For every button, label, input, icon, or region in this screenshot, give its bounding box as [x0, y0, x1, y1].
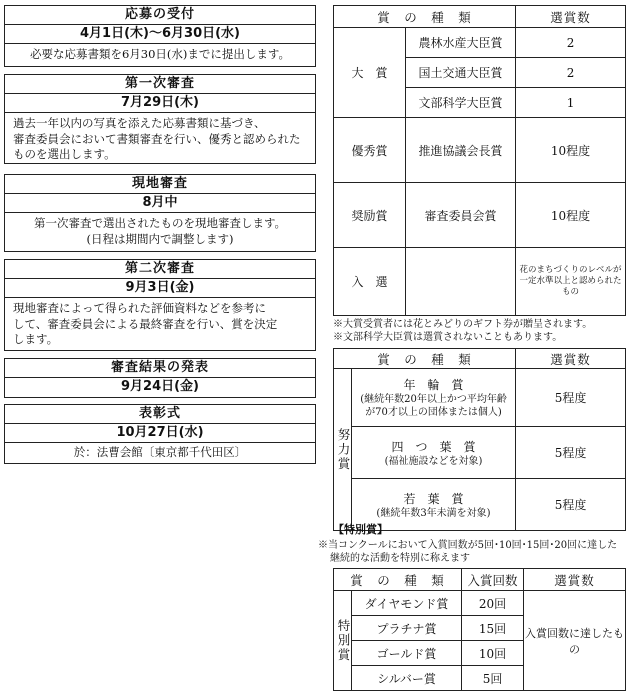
award-name: 文部科学大臣賞: [406, 88, 516, 118]
award-name: 審査委員会賞: [406, 183, 516, 248]
effort-award-cell: [352, 427, 516, 479]
effort-group-label: [334, 369, 352, 531]
entry-note-line: 花のまちづくりのレベルが: [519, 265, 622, 275]
award-count: 5程度: [516, 479, 626, 531]
schedule-text: 審査委員会において書類審査を行い、優秀と認められた: [13, 131, 301, 146]
special-group-label: [334, 591, 352, 691]
schedule-text: 第一次審査で選出されたものを現地審査します。: [33, 216, 287, 230]
header-award-count: 選賞数: [524, 569, 626, 591]
schedule-box-site-review: [4, 174, 316, 252]
special-desc: ※当コンクールにおいて入賞回数が5回･10回･15回･20回に達した: [318, 540, 618, 551]
special-group-text: 特別賞: [336, 618, 351, 663]
schedule-title: 表彰式: [138, 406, 181, 421]
awards-table: [333, 5, 626, 316]
schedule-title: 第一次審査: [124, 76, 195, 91]
award-times: 20回: [462, 591, 524, 616]
award-sub: (継続年数20年以上かつ平均年齢: [360, 394, 507, 405]
entry-note: [516, 248, 626, 316]
award-sub: が70才以上の団体または個人): [365, 407, 502, 418]
award-name: 四 つ 葉 賞: [391, 439, 476, 454]
award-sub: (継続年数3年未満を対象): [376, 507, 491, 519]
award-count: 5程度: [516, 427, 626, 479]
award-sub: (福祉施設などを対象): [384, 455, 483, 467]
entry-note-line: 一定水準以上と認められたもの: [519, 276, 622, 297]
schedule-box-second-review: [4, 259, 316, 351]
special-count-note: 入賞回数に達したもの: [524, 591, 626, 691]
effort-group-text: 努力賞: [336, 427, 351, 472]
award-times: 15回: [462, 616, 524, 641]
header-award-count: 選賞数: [516, 6, 626, 28]
schedule-box-ceremony: [4, 404, 316, 464]
award-name: プラチナ賞: [352, 616, 462, 641]
award-times: 5回: [462, 666, 524, 691]
award-count: 5程度: [516, 369, 626, 427]
special-table: [333, 568, 626, 691]
schedule-box-results: [4, 358, 316, 398]
award-name: ゴールド賞: [352, 641, 462, 666]
special-desc: 継続的な活動を特別に称えます: [330, 553, 470, 564]
award-count: 10程度: [516, 183, 626, 248]
special-heading: 【特別賞】: [333, 523, 388, 536]
award-name: 国土交通大臣賞: [406, 58, 516, 88]
schedule-text: 必要な応募書類を6月30日(水)までに提出します。: [29, 47, 290, 61]
award-name: 年 輪 賞: [403, 378, 464, 392]
schedule-text: します。: [13, 332, 59, 346]
schedule-date: 9月3日(金): [125, 280, 195, 295]
schedule-title: 応募の受付: [124, 7, 195, 22]
header-award-kind: 賞 の 種 類: [334, 349, 516, 369]
excellence-label: 優秀賞: [334, 118, 406, 183]
schedule-title: 現地審査: [131, 176, 188, 191]
schedule-title: 第二次審査: [124, 261, 195, 276]
schedule-text: ものを選出します。: [13, 147, 116, 161]
schedule-text: 現地審査によって得られた評価資料などを参考に: [13, 301, 266, 315]
header-award-count: 選賞数: [516, 349, 626, 369]
header-award-kind: 賞 の 種 類: [334, 569, 462, 591]
schedule-date: 7月29日(木): [120, 95, 200, 110]
schedule-text: して、審査委員会による最終審査を行い、賞を決定: [13, 316, 278, 331]
schedule-text: 於：法曹会館〔東京都千代田区〕: [73, 445, 247, 459]
encouragement-label: 奨励賞: [334, 183, 406, 248]
schedule-box-first-review: [4, 74, 316, 164]
schedule-text: 過去一年以内の写真を添えた応募書類に基づき、: [13, 116, 266, 130]
schedule-text: (日程は期間内で調整します): [86, 231, 234, 246]
award-count: 2: [516, 28, 626, 58]
award-name: 推進協議会長賞: [406, 118, 516, 183]
schedule-date: 9月24日(金): [120, 379, 200, 394]
entry-label: 入 選: [334, 248, 406, 316]
schedule-title: 審査結果の発表: [110, 360, 209, 375]
header-times: 入賞回数: [462, 569, 524, 591]
effort-table: [333, 348, 626, 531]
award-count: 2: [516, 58, 626, 88]
header-award-kind: 賞 の 種 類: [334, 6, 516, 28]
award-name: シルバー賞: [352, 666, 462, 691]
award-times: 10回: [462, 641, 524, 666]
award-name: 農林水産大臣賞: [406, 28, 516, 58]
award-count: 10程度: [516, 118, 626, 183]
effort-award-cell: [352, 369, 516, 427]
award-name: 若 葉 賞: [403, 491, 464, 506]
schedule-box-application: [4, 5, 316, 67]
schedule-date: 4月1日(木)〜6月30日(水): [80, 26, 240, 41]
schedule-date: 8月中: [142, 195, 178, 210]
award-note: ※文部科学大臣賞は選賞されないこともあります。: [333, 332, 563, 343]
schedule-date: 10月27日(水): [116, 425, 204, 440]
award-count: 1: [516, 88, 626, 118]
entry-empty: [406, 248, 516, 316]
award-name: ダイヤモンド賞: [352, 591, 462, 616]
grand-prize-label: 大 賞: [334, 28, 406, 118]
award-note: ※大賞受賞者には花とみどりのギフト券が贈呈されます。: [333, 319, 593, 330]
